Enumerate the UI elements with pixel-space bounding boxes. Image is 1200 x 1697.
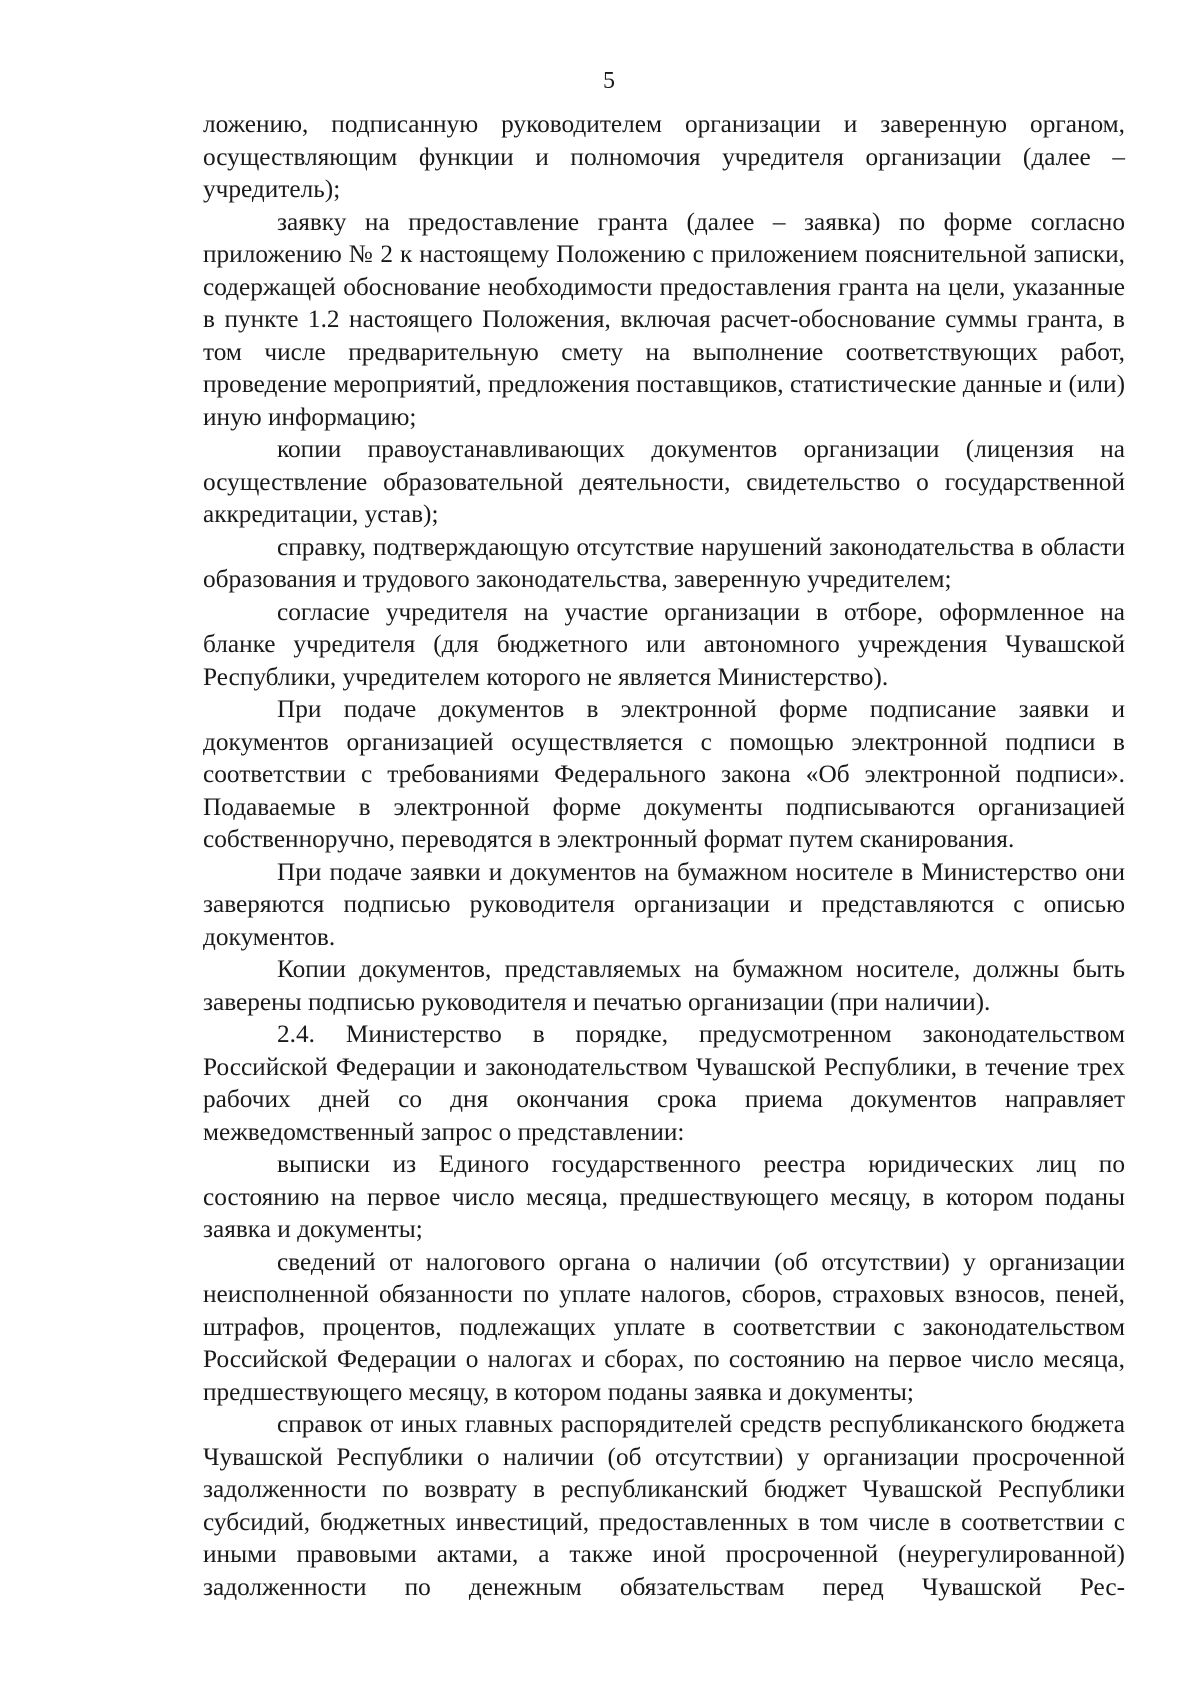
paragraph-paper-submission: При подаче заявки и документов на бумажном носителе в Министерство они заверяются подписью руководителя организации и представляются с описью документов. <box>203 857 1125 951</box>
paragraph-tax-information: сведений от налогового органа о наличии (об отсутствии) у организации неисполненной обязанности по уплате налогов, сборов, страховых взносов, пеней, штрафов, процентов, подлежащих уплате в соответствии с законодательством Российской Федерации о налогах и сборах, по состоянию на первое число месяца, предшествующего месяцу, в котором поданы заявка и документы; <box>203 1247 1125 1406</box>
paragraph-budget-references: справок от иных главных распорядителей средств республиканского бюджета Чувашской Республики о наличии (об отсутствии) у организации просроченной задолженности по возврату в республиканский бюджет Чувашской Республики субсидий, бюджетных инвестиций, предоставленных в том числе в соответствии с иными правовыми актами, а также иной просроченной (неурегулированной) задолженности по денежным обязательствам перед Чувашской Рес- <box>203 1410 1125 1601</box>
paragraph-continuation: ложению, подписанную руководителем организации и заверенную органом, осуществляющим функции и полномочия учредителя организации (далее – учредитель); <box>203 110 1125 203</box>
paragraph-title-documents: копии правоустанавливающих документов организации (лицензия на осуществление образовательной деятельности, свидетельство о государственной аккредитации, устав); <box>203 435 1125 528</box>
paragraph-application-form: заявку на предоставление гранта (далее – заявка) по форме согласно приложению № 2 к настоящему Положению с приложением пояснительной записки, содержащей обоснование необходимости предоставления гранта на цели, указанные в пункте 1.2 настоящего Положения, включая расчет-обоснование суммы гранта, в том числе предварительную смету на выполнение соответствующих работ, проведение мероприятий, предложения поставщиков, статистические данные и (или) иную информацию; <box>203 207 1125 431</box>
paragraph-registry-extract: выписки из Единого государственного реестра юридических лиц по состоянию на первое число месяца, предшествующего месяцу, в котором поданы заявка и документы; <box>203 1150 1125 1243</box>
document-body <box>203 108 1125 1603</box>
page-number: 5 <box>603 68 615 94</box>
paragraph-copies-certification: Копии документов, представляемых на бумажном носителе, должны быть заверены подписью руководителя и печатью организации (при наличии). <box>203 955 1125 1016</box>
paragraph-electronic-submission: При подаче документов в электронной форме подписание заявки и документов организацией осуществляется с помощью электронной подписи в соответствии с требованиями Федерального закона «Об электронной подписи». Подаваемые в электронной форме документы подписываются организацией собственноручно, переводятся в электронный формат путем сканирования. <box>203 695 1125 853</box>
paragraph-section-2-4: 2.4. Министерство в порядке, предусмотренном законодательством Российской Федерации и законодательством Чувашской Республики, в течение трех рабочих дней со дня окончания срока приема документов направляет межведомственный запрос о представлении: <box>203 1020 1125 1146</box>
paragraph-founder-consent: согласие учредителя на участие организации в отборе, оформленное на бланке учредителя (для бюджетного или автономного учреждения Чувашской Республики, учредителем которого не является Министерство). <box>203 597 1125 691</box>
paragraph-no-violations-certificate: справку, подтверждающую отсутствие нарушений законодательства в области образования и трудового законодательства, заверенную учредителем; <box>203 532 1125 593</box>
